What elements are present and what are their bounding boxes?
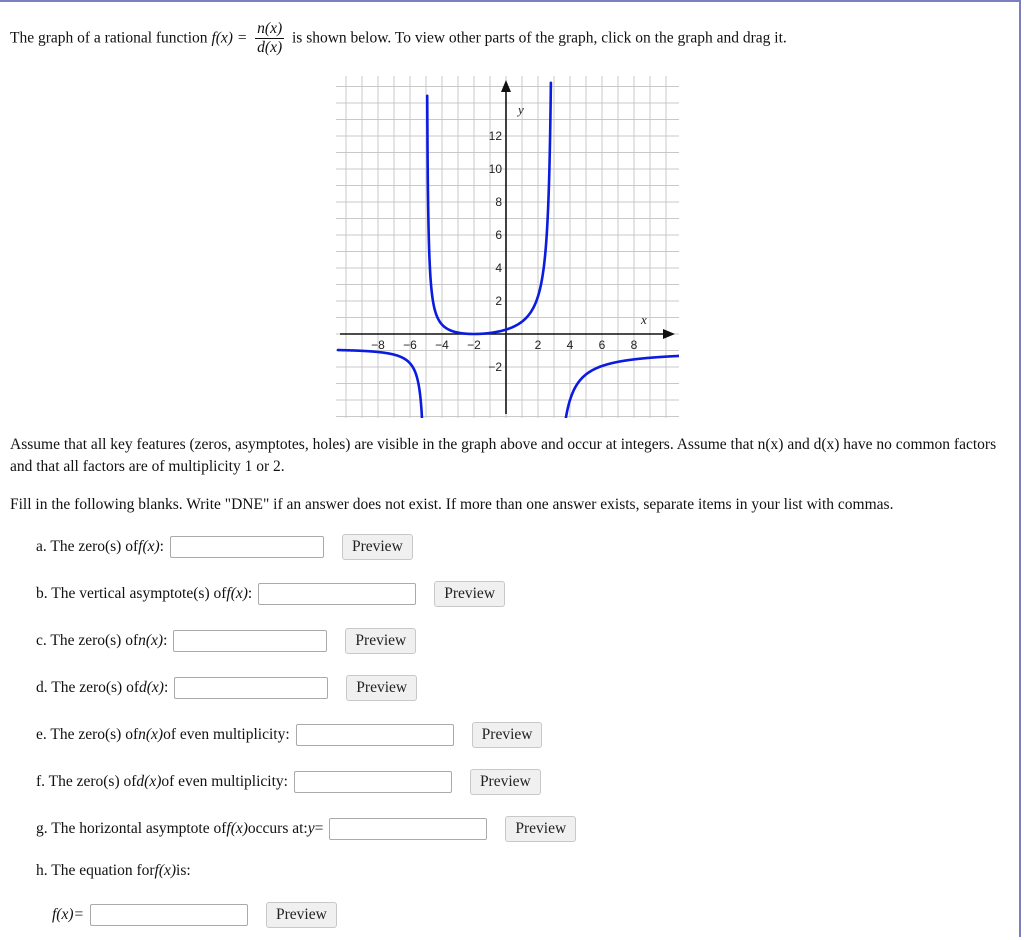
intro-fraction	[255, 20, 284, 57]
preview-button-b[interactable]: Preview	[434, 581, 505, 607]
question-g-label: g. The horizontal asymptote of f(x) occurs at: y =	[36, 820, 324, 837]
preview-button-d[interactable]: Preview	[346, 675, 417, 701]
x-tick-label: −6	[403, 338, 417, 352]
x-axis-label: x	[641, 312, 647, 327]
preview-button-e[interactable]: Preview	[472, 722, 543, 748]
preview-button-h[interactable]: Preview	[266, 902, 337, 928]
question-e	[36, 722, 542, 748]
graph-canvas[interactable]	[336, 76, 679, 418]
question-h-label: h. The equation for f(x) is:	[36, 862, 191, 879]
question-c-label: c. The zero(s) of n(x) :	[36, 632, 168, 649]
curve-middle-branch	[427, 83, 551, 334]
f-equals-label: f(x) =	[52, 906, 84, 923]
question-h	[36, 858, 191, 884]
y-tick-label: −2	[488, 360, 502, 374]
vertical-asymptotes-input[interactable]	[258, 583, 416, 605]
x-tick-label: 2	[534, 338, 542, 352]
zeros-n-input[interactable]	[173, 630, 327, 652]
intro-denominator: d(x)	[257, 39, 283, 56]
question-b	[36, 581, 505, 607]
y-tick-label: 6	[495, 228, 502, 242]
question-c	[36, 628, 416, 654]
preview-button-g[interactable]: Preview	[505, 816, 576, 842]
question-f-label: f. The zero(s) of d(x) of even multiplicity:	[36, 773, 288, 790]
question-b-label: b. The vertical asymptote(s) of f(x) :	[36, 585, 253, 602]
question-a	[36, 534, 413, 560]
zeros-f-input[interactable]	[170, 536, 324, 558]
y-tick-label: 4	[495, 261, 502, 275]
even-zeros-n-input[interactable]	[296, 724, 454, 746]
even-zeros-d-input[interactable]	[294, 771, 452, 793]
instructions-text: Fill in the following blanks. Write "DNE" if an answer does not exist. If more than one answer exists, separate items in your list with commas.	[10, 496, 894, 513]
y-tick-label: 10	[488, 162, 502, 176]
x-tick-label: 8	[630, 338, 638, 352]
question-f	[36, 769, 541, 795]
y-tick-label: 12	[488, 129, 502, 143]
preview-button-f[interactable]: Preview	[470, 769, 541, 795]
x-tick-label: −4	[435, 338, 449, 352]
y-tick-label: 8	[495, 195, 502, 209]
curve-right-branch	[564, 356, 680, 418]
question-a-label: a. The zero(s) of f(x) :	[36, 538, 164, 555]
intro-suffix: is shown below. To view other parts of the graph, click on the graph and drag it.	[291, 29, 787, 47]
x-tick-label: 6	[598, 338, 606, 352]
intro-sentence	[10, 20, 787, 57]
question-d-label: d. The zero(s) of d(x) :	[36, 679, 169, 696]
y-axis-label: y	[518, 102, 524, 117]
assumptions-text: Assume that all key features (zeros, asymptotes, holes) are visible in the graph above and occur at integers. Assume that n(x) and d(x) have no common factors and that all factors are of multiplicity 1 or 2.	[10, 436, 997, 475]
preview-button-a[interactable]: Preview	[342, 534, 413, 560]
question-h-answer	[52, 902, 337, 928]
x-tick-label: −2	[467, 338, 481, 352]
question-d	[36, 675, 417, 701]
rational-function-graph[interactable]	[336, 76, 679, 418]
x-tick-label: −8	[371, 338, 385, 352]
intro-func: f(x) =	[211, 29, 248, 47]
intro-prefix: The graph of a rational function	[10, 29, 208, 47]
preview-button-c[interactable]: Preview	[345, 628, 416, 654]
zeros-d-input[interactable]	[174, 677, 328, 699]
horizontal-asymptote-input[interactable]	[329, 818, 487, 840]
x-axis-arrow	[663, 329, 675, 339]
intro-numerator: n(x)	[257, 20, 283, 37]
f-equation-input[interactable]	[90, 904, 248, 926]
y-tick-label: 2	[495, 294, 502, 308]
question-g	[36, 816, 576, 842]
question-e-label: e. The zero(s) of n(x) of even multiplicity:	[36, 726, 290, 743]
x-tick-label: 4	[566, 338, 574, 352]
